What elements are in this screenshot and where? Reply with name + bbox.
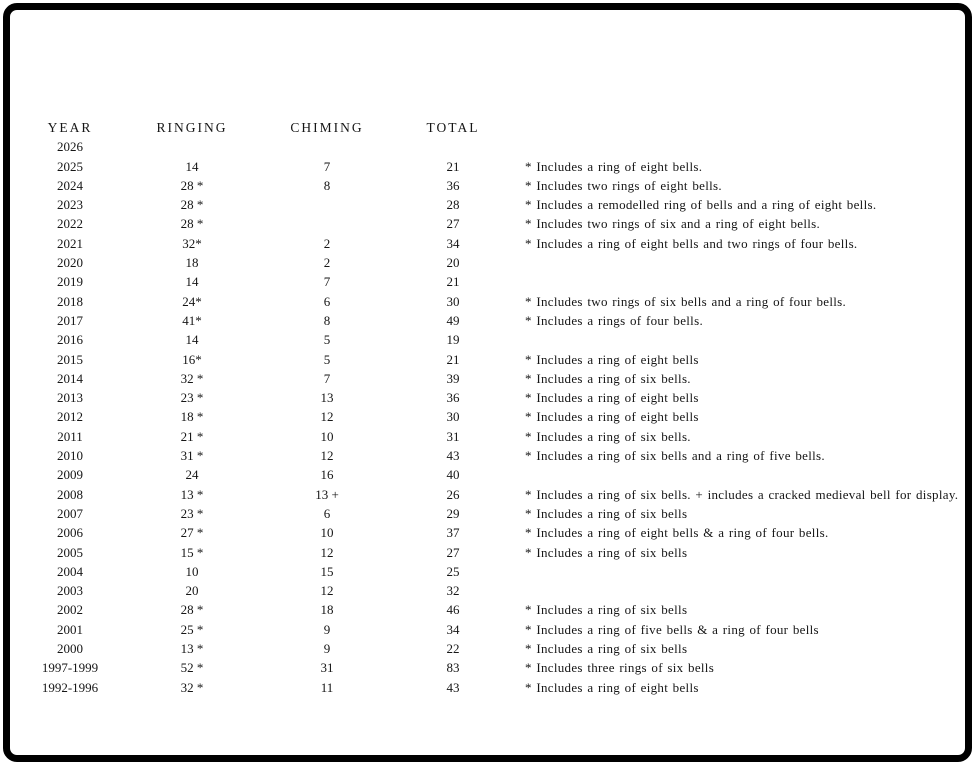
- total-cell: 46: [446, 602, 460, 618]
- chiming-cell: 5: [323, 332, 331, 348]
- year-cell: 2019: [57, 274, 83, 290]
- year-cell: 2018: [57, 293, 83, 309]
- total-cell: 34: [446, 621, 460, 637]
- chiming-cell: 7: [323, 158, 331, 174]
- chiming-cell: [268, 137, 386, 156]
- ringing-cell: 32*: [182, 235, 202, 251]
- table-row: [24, 446, 962, 465]
- total-cell: 28: [446, 197, 460, 213]
- year-cell: 1992-1996: [41, 679, 99, 695]
- table-row: [24, 137, 962, 156]
- year-cell: 2005: [57, 544, 83, 560]
- ringing-cell: 24*: [182, 293, 202, 309]
- ringing-cell: 20: [185, 583, 199, 599]
- table-row: [24, 369, 962, 388]
- chiming-cell: [268, 195, 386, 214]
- ringing-cell: [116, 137, 268, 156]
- table-row: [24, 562, 962, 581]
- total-cell: 30: [446, 293, 460, 309]
- year-cell: 2023: [57, 197, 83, 213]
- total-cell: [386, 137, 520, 156]
- year-cell: 2003: [57, 583, 83, 599]
- ringing-cell: 13 *: [180, 486, 204, 502]
- chiming-cell: 5: [323, 351, 331, 367]
- note-cell: [520, 253, 962, 272]
- chiming-cell: [268, 214, 386, 233]
- note-cell: * Includes a ring of eight bells and two rings of four bells.: [525, 235, 858, 251]
- total-cell: 30: [446, 409, 460, 425]
- note-cell: * Includes a ring of eight bells & a ring of four bells.: [525, 525, 829, 541]
- chiming-cell: 9: [323, 641, 331, 657]
- note-cell: [520, 330, 962, 349]
- note-cell: * Includes two rings of six bells and a ring of four bells.: [525, 293, 847, 309]
- chiming-cell: 16: [320, 467, 334, 483]
- total-cell: 27: [446, 216, 460, 232]
- year-cell: 2020: [57, 255, 83, 271]
- note-cell: [520, 465, 962, 484]
- total-cell: 25: [446, 563, 460, 579]
- chiming-column-header: CHIMING: [290, 120, 364, 135]
- table-row: [24, 214, 962, 233]
- total-cell: 40: [446, 467, 460, 483]
- year-cell: 1997-1999: [41, 660, 99, 676]
- ringing-cell: 32 *: [180, 370, 204, 386]
- ringing-cell: 28 *: [180, 177, 204, 193]
- table-row: [24, 388, 962, 407]
- chiming-cell: 15: [320, 563, 334, 579]
- note-cell: [520, 272, 962, 291]
- ringing-cell: 18: [185, 255, 199, 271]
- table-row: [24, 292, 962, 311]
- note-cell: * Includes a ring of six bells: [525, 505, 688, 521]
- total-cell: 27: [446, 544, 460, 560]
- year-cell: 2000: [57, 641, 83, 657]
- year-cell: 2021: [57, 235, 83, 251]
- chiming-cell: 31: [320, 660, 334, 676]
- total-cell: 31: [446, 428, 460, 444]
- ringing-cell: 24: [185, 467, 199, 483]
- ringing-cell: 28 *: [180, 602, 204, 618]
- table-row: [24, 485, 962, 504]
- ringing-cell: 23 *: [180, 390, 204, 406]
- total-cell: 21: [446, 274, 460, 290]
- ringing-cell: 10: [185, 563, 199, 579]
- note-cell: * Includes a ring of eight bells: [525, 679, 699, 695]
- chiming-cell: 7: [323, 370, 331, 386]
- table-row: [24, 330, 962, 349]
- ringing-cell: 14: [185, 274, 199, 290]
- note-cell: * Includes a ring of eight bells: [525, 351, 699, 367]
- table-row: [24, 620, 962, 639]
- notes-column-header: [520, 118, 962, 137]
- year-cell: 2011: [57, 428, 83, 444]
- table-row: [24, 581, 962, 600]
- note-cell: * Includes a ring of six bells.: [525, 428, 691, 444]
- ringing-cell: 32 *: [180, 679, 204, 695]
- ringing-column-header: RINGING: [156, 120, 228, 135]
- note-cell: * Includes two rings of six and a ring of eight bells.: [525, 216, 821, 232]
- total-cell: 22: [446, 641, 460, 657]
- table-row: [24, 465, 962, 484]
- note-cell: * Includes a ring of eight bells: [525, 390, 699, 406]
- total-cell: 20: [446, 255, 460, 271]
- ringing-cell: 21 *: [180, 428, 204, 444]
- chiming-cell: 10: [320, 525, 334, 541]
- chiming-cell: 12: [320, 583, 334, 599]
- year-cell: 2015: [57, 351, 83, 367]
- note-cell: * Includes a ring of six bells.: [525, 370, 691, 386]
- chiming-cell: 12: [320, 409, 334, 425]
- note-cell: [520, 581, 962, 600]
- table-row: [24, 234, 962, 253]
- chiming-cell: 12: [320, 544, 334, 560]
- year-cell: 2010: [57, 448, 83, 464]
- note-cell: * Includes a ring of six bells. + includes a cracked medieval bell for display.: [525, 486, 959, 502]
- total-cell: 29: [446, 505, 460, 521]
- ringing-cell: 16*: [182, 351, 202, 367]
- table-row: [24, 543, 962, 562]
- table-row: [24, 639, 962, 658]
- ringing-cell: 15 *: [180, 544, 204, 560]
- note-cell: * Includes a ring of eight bells.: [525, 158, 703, 174]
- table-row: [24, 504, 962, 523]
- ringing-cell: 25 *: [180, 621, 204, 637]
- table-header-row: [24, 118, 962, 137]
- chiming-cell: 8: [323, 177, 331, 193]
- ringing-cell: 31 *: [180, 448, 204, 464]
- note-cell: * Includes a ring of six bells and a ring of five bells.: [525, 448, 825, 464]
- table-row: [24, 678, 962, 697]
- chiming-cell: 13 +: [315, 486, 339, 502]
- total-cell: 26: [446, 486, 460, 502]
- chiming-cell: 2: [323, 255, 331, 271]
- ringing-cell: 28 *: [180, 216, 204, 232]
- ringing-cell: 13 *: [180, 641, 204, 657]
- table-row: [24, 523, 962, 542]
- total-cell: 49: [446, 312, 460, 328]
- chiming-cell: 11: [320, 679, 334, 695]
- total-cell: 83: [446, 660, 460, 676]
- year-cell: 2012: [57, 409, 83, 425]
- note-cell: * Includes three rings of six bells: [525, 660, 715, 676]
- bells-table: [24, 118, 962, 697]
- table-row: [24, 157, 962, 176]
- year-cell: 2007: [57, 505, 83, 521]
- chiming-cell: 7: [323, 274, 331, 290]
- year-cell: 2008: [57, 486, 83, 502]
- note-cell: * Includes a rings of four bells.: [525, 312, 703, 328]
- ringing-cell: 14: [185, 158, 199, 174]
- year-cell: 2001: [57, 621, 83, 637]
- note-cell: * Includes a ring of six bells: [525, 544, 688, 560]
- chiming-cell: 6: [323, 505, 331, 521]
- note-cell: * Includes a ring of eight bells: [525, 409, 699, 425]
- chiming-cell: 8: [323, 312, 331, 328]
- total-cell: 43: [446, 448, 460, 464]
- total-cell: 21: [446, 158, 460, 174]
- total-cell: 34: [446, 235, 460, 251]
- total-cell: 39: [446, 370, 460, 386]
- total-cell: 19: [446, 332, 460, 348]
- chiming-cell: 18: [320, 602, 334, 618]
- table-row: [24, 311, 962, 330]
- total-column-header: TOTAL: [426, 120, 480, 135]
- note-cell: [520, 137, 962, 156]
- table-row: [24, 272, 962, 291]
- table-row: [24, 176, 962, 195]
- year-cell: 2009: [57, 467, 83, 483]
- year-cell: 2004: [57, 563, 83, 579]
- note-cell: * Includes a ring of six bells: [525, 602, 688, 618]
- table-row: [24, 407, 962, 426]
- year-cell: 2013: [57, 390, 83, 406]
- year-cell: 2016: [57, 332, 83, 348]
- year-cell: 2006: [57, 525, 83, 541]
- table-rows: [24, 137, 962, 697]
- ringing-cell: 27 *: [180, 525, 204, 541]
- note-cell: * Includes a ring of five bells & a ring of four bells: [525, 621, 819, 637]
- year-column-header: YEAR: [47, 120, 93, 135]
- table-row: [24, 427, 962, 446]
- total-cell: 36: [446, 390, 460, 406]
- table-row: [24, 350, 962, 369]
- ringing-cell: 28 *: [180, 197, 204, 213]
- table-row: [24, 195, 962, 214]
- chiming-cell: 13: [320, 390, 334, 406]
- total-cell: 36: [446, 177, 460, 193]
- chiming-cell: 2: [323, 235, 331, 251]
- table-row: [24, 600, 962, 619]
- year-cell: 2025: [57, 158, 83, 174]
- year-cell: 2022: [57, 216, 83, 232]
- year-cell: 2017: [57, 312, 83, 328]
- table-row: [24, 253, 962, 272]
- chiming-cell: 9: [323, 621, 331, 637]
- year-cell: 2014: [57, 370, 83, 386]
- ringing-cell: 23 *: [180, 505, 204, 521]
- chiming-cell: 6: [323, 293, 331, 309]
- table-row: [24, 658, 962, 677]
- chiming-cell: 12: [320, 448, 334, 464]
- chiming-cell: 10: [320, 428, 334, 444]
- ringing-cell: 18 *: [180, 409, 204, 425]
- total-cell: 37: [446, 525, 460, 541]
- ringing-cell: 14: [185, 332, 199, 348]
- total-cell: 21: [446, 351, 460, 367]
- note-cell: * Includes two rings of eight bells.: [525, 177, 722, 193]
- note-cell: * Includes a ring of six bells: [525, 641, 688, 657]
- year-cell: 2026: [57, 139, 83, 155]
- total-cell: 43: [446, 679, 460, 695]
- year-cell: 2002: [57, 602, 83, 618]
- ringing-cell: 52 *: [180, 660, 204, 676]
- total-cell: 32: [446, 583, 460, 599]
- note-cell: * Includes a remodelled ring of bells and a ring of eight bells.: [525, 197, 877, 213]
- year-cell: 2024: [57, 177, 83, 193]
- ringing-cell: 41*: [182, 312, 202, 328]
- note-cell: [520, 562, 962, 581]
